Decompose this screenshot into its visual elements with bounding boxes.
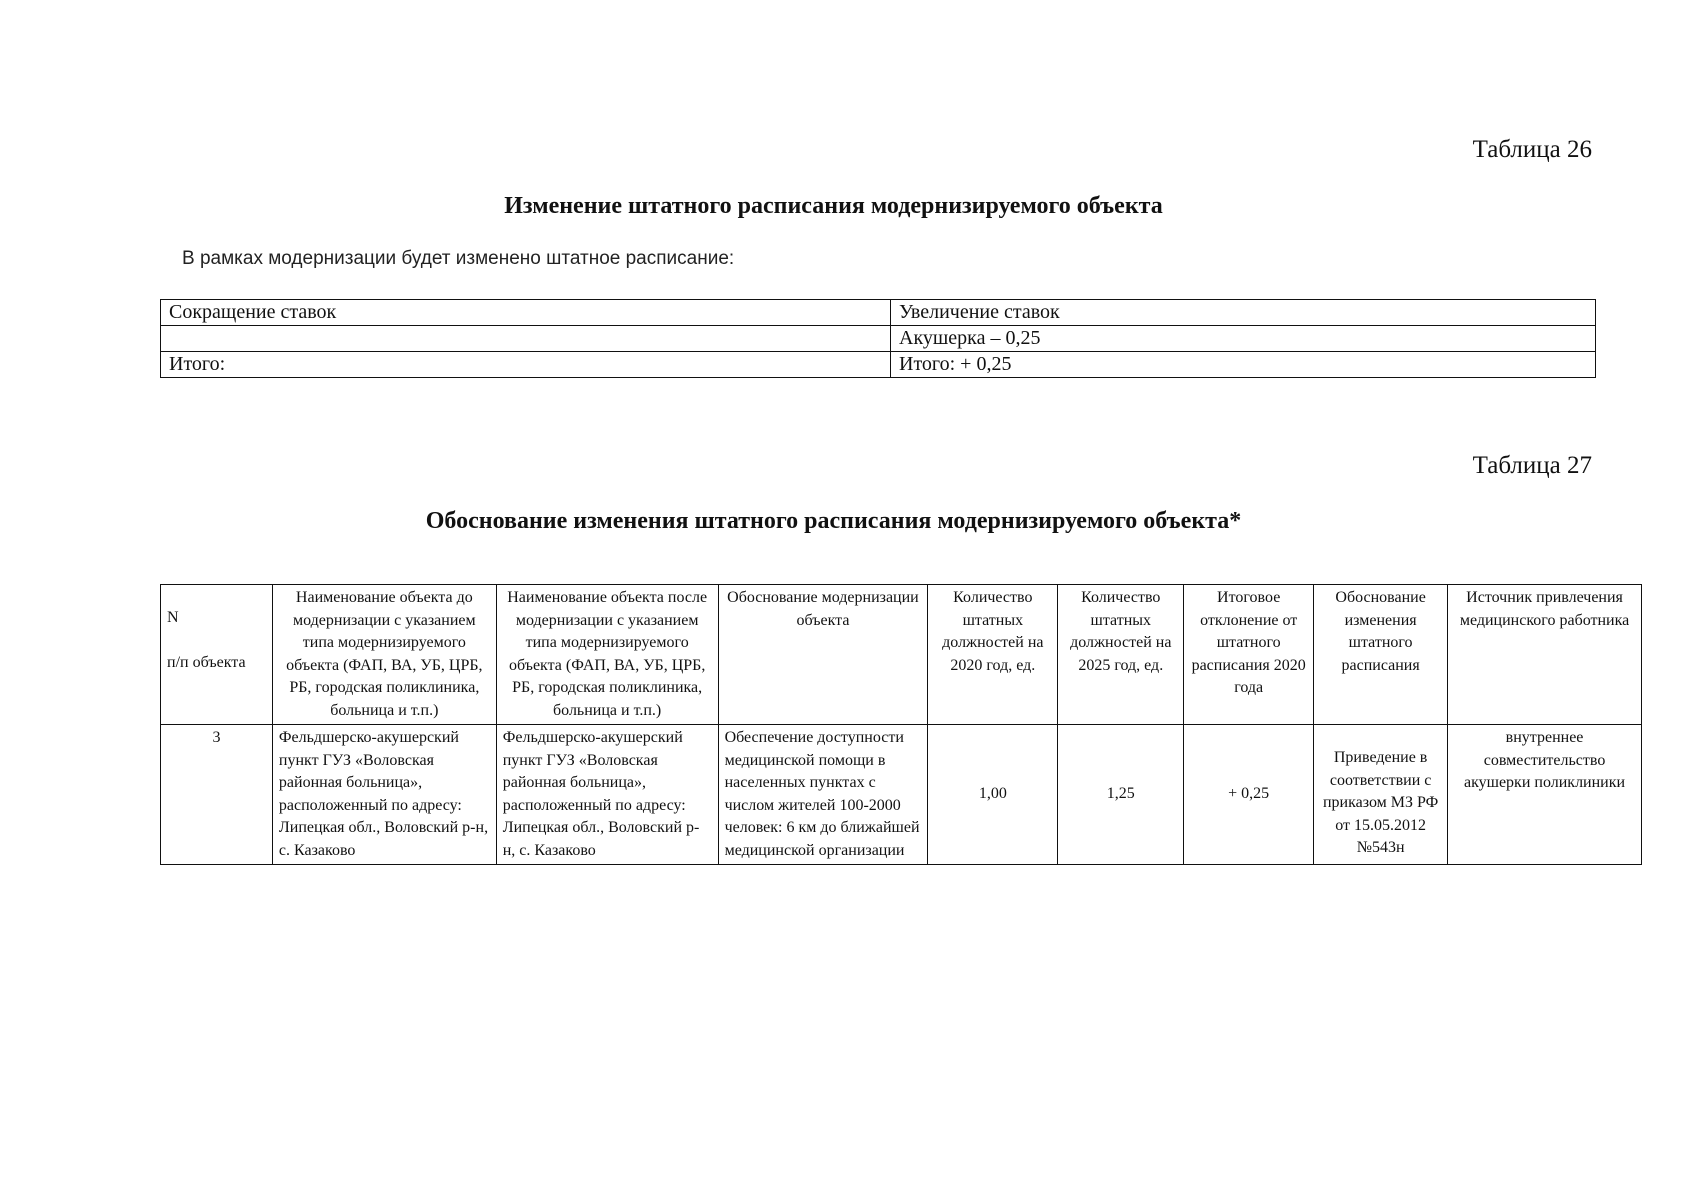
table-row	[161, 725, 1642, 865]
table-27-title: Обоснование изменения штатного расписания модернизируемого объекта*	[425, 508, 1242, 534]
table-row	[161, 300, 1596, 326]
table-row	[161, 326, 1596, 352]
header-staff-change-reason: Обоснование изменения штатного расписания	[1314, 585, 1448, 725]
table-27-number: Таблица 27	[1472, 452, 1592, 479]
cell-staff-change-reason: Приведение в соответствии с приказом МЗ РФ от 15.05.2012 №543н	[1314, 725, 1448, 865]
cell-justification: Обеспечение доступности медицинской помощи в населенных пунктах с числом жителей 100-2000 человек: 6 км до ближайшей медицинской организации	[718, 725, 928, 865]
header-staff-2020: Количество штатных должностей на 2020 год, ед.	[928, 585, 1058, 725]
header-justification: Обоснование модернизации объекта	[718, 585, 928, 725]
staff-justification-table	[160, 584, 1642, 865]
cell-source: внутреннее совместительство акушерки поликлиники	[1448, 725, 1642, 865]
table-cell: Акушерка – 0,25	[891, 326, 1596, 352]
table-cell: Итого:	[161, 352, 891, 378]
cell-deviation: + 0,25	[1184, 725, 1314, 865]
table-header-row	[161, 585, 1642, 725]
header-source: Источник привлечения медицинского работника	[1448, 585, 1642, 725]
table-cell: Сокращение ставок	[161, 300, 891, 326]
header-name-after: Наименование объекта после модернизации с указанием типа модернизируемого объекта (ФАП, ВА, УБ, ЦРБ, РБ, городская поликлиника, больница и т.п.)	[496, 585, 718, 725]
table-row	[161, 352, 1596, 378]
table-cell: Увеличение ставок	[891, 300, 1596, 326]
cell-staff-2020: 1,00	[928, 725, 1058, 865]
header-staff-2025: Количество штатных должностей на 2025 год, ед.	[1058, 585, 1184, 725]
table-26-number: Таблица 26	[1472, 136, 1592, 163]
cell-name-before: Фельдшерско-акушерский пункт ГУЗ «Воловская районная больница», расположенный по адресу: Липецкая обл., Воловский р-н, с. Казаково	[272, 725, 496, 865]
header-number-line2: п/п объекта	[167, 653, 246, 671]
table-cell: Итого: + 0,25	[891, 352, 1596, 378]
table-cell	[161, 326, 891, 352]
cell-name-after: Фельдшерско-акушерский пункт ГУЗ «Воловская районная больница», расположенный по адресу: Липецкая обл., Воловский р-н, с. Казаково	[496, 725, 718, 865]
cell-staff-2025: 1,25	[1058, 725, 1184, 865]
header-number-line1: N	[167, 609, 179, 626]
header-number	[161, 585, 273, 725]
header-name-before: Наименование объекта до модернизации с указанием типа модернизируемого объекта (ФАП, ВА, УБ, ЦРБ, РБ, городская поликлиника, больница и т.п.)	[272, 585, 496, 725]
table-26-title: Изменение штатного расписания модернизируемого объекта	[504, 193, 1163, 219]
staff-change-table	[160, 299, 1596, 378]
table-26-intro: В рамках модернизации будет изменено штатное расписание:	[182, 248, 735, 269]
cell-number: 3	[161, 725, 273, 865]
header-deviation: Итоговое отклонение от штатного расписания 2020 года	[1184, 585, 1314, 725]
